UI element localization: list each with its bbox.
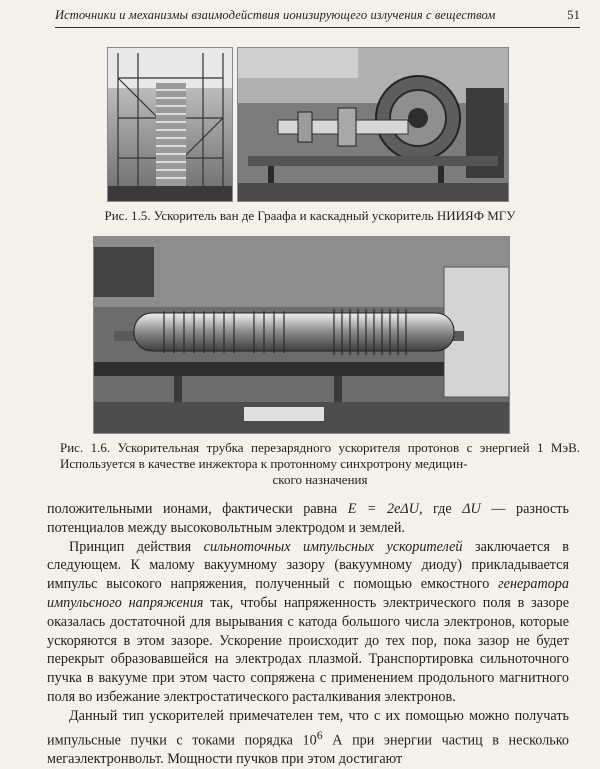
energy-formula: E = 2eΔU bbox=[347, 501, 419, 517]
body-text bbox=[47, 500, 569, 769]
paragraph-3 bbox=[47, 707, 569, 769]
figure-1-6-caption-main: Рис. 1.6. Ускорительная трубка перезарядного ускорителя протонов с энергией 1 МэВ. Используется в качестве инжектора к протонному синхротрону медицин- bbox=[60, 440, 580, 471]
paragraph-3-text-b: А при энергии частиц в несколько мегаэлектронвольт. Мощности пучков при этом достигают bbox=[47, 732, 569, 768]
figure-1-6-caption-end: ского назначения bbox=[272, 472, 368, 487]
cascade-accelerator-photo bbox=[237, 47, 509, 202]
paragraph-1-text-a: положительными ионами, фактически равна bbox=[47, 501, 348, 517]
page-number: 51 bbox=[567, 8, 580, 22]
figure-1-5-caption: Рис. 1.5. Ускоритель ван де Граафа и каскадный ускоритель НИИЯФ МГУ bbox=[104, 208, 516, 223]
paragraph-1-text-b: , где bbox=[418, 501, 463, 517]
paragraph-2-text-a: Принцип действия bbox=[69, 538, 204, 555]
potential-difference-symbol: ΔU bbox=[462, 501, 481, 517]
paragraph-2-text-b: заключается в следующем. К малому вакуумному зазору (вакуумному диоду) прикладывается импульс высокого напряжения, полученный с помощью емкостного bbox=[47, 538, 569, 593]
paragraph-3-text-a: Данный тип ускорителей примечателен тем, что с их помощью можно получать импульсные пучки с токами порядка 10 bbox=[47, 707, 569, 749]
paragraph-2 bbox=[47, 538, 569, 707]
running-head bbox=[55, 8, 580, 23]
van-de-graaff-photo bbox=[107, 47, 233, 202]
term-high-current-pulsed-accelerators: сильноточных импульсных ускорителей bbox=[203, 538, 463, 555]
paragraph-2-text-c: так, чтобы напряженность электрического поля в зазоре оказалась достаточной для вырывания с катода большого числа электронов, которые ускоряются в этом зазоре. Ускорение происходит до тех пор, пока зазор не будет перекрыт образовавшейся на электродах плазмой. Транспортировка сильноточного пучка в вакууме при этом часто сопряжена с применением продольного магнитного поля во избежание электростатического расталкивания электронов. bbox=[47, 594, 569, 705]
accelerator-tube-photo bbox=[93, 236, 510, 434]
figure-1-6-caption bbox=[60, 440, 580, 488]
exponent: 6 bbox=[316, 727, 323, 742]
paragraph-1 bbox=[47, 500, 569, 538]
header-rule bbox=[55, 27, 580, 28]
running-title: Источники и механизмы взаимодействия ионизирующего излучения с веществом bbox=[55, 8, 496, 22]
term-pulse-voltage-generator: генератора импульсного напряжения bbox=[47, 576, 569, 611]
paragraph-1-text-c: — разность потенциалов между высоковольтным электродом и землей. bbox=[47, 501, 569, 536]
